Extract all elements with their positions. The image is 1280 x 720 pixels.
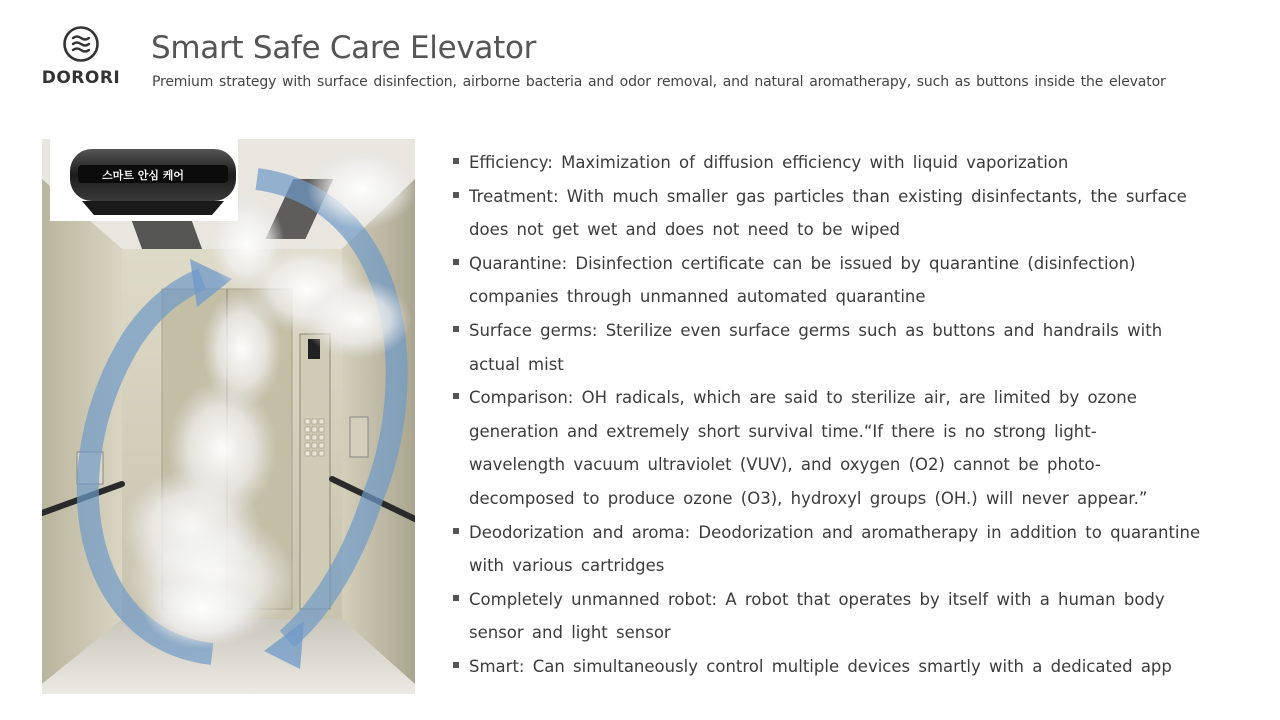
feature-text: Surface germs: Sterilize even surface germs such as buttons and handrails with actual mist [469, 320, 1163, 374]
dorori-logo-icon [61, 24, 101, 64]
feature-item-comparison [450, 381, 1250, 515]
feature-list [450, 146, 1250, 684]
feature-text: Deodorization and aroma: Deodorization and aromatherapy in addition to quarantine with various cartridges [469, 522, 1201, 576]
feature-item-surface-germs [450, 314, 1250, 381]
feature-text: Smart: Can simultaneously control multiple devices smartly with a dedicated app [469, 656, 1172, 676]
feature-item-unmanned-robot [450, 583, 1250, 650]
feature-item-efficiency [450, 146, 1250, 180]
brand-logo [36, 24, 126, 94]
feature-text: Comparison: OH radicals, which are said to sterilize air, are limited by ozone generation and extremely short survival time.“If there is no strong light-wavelength vacuum ultraviolet (VUV), and oxygen (O2) cannot be photo-decomposed to produce ozone (O3), hydroxyl groups (OH.) will never appear.” [469, 388, 1148, 508]
page-subtitle: Premium strategy with surface disinfection, airborne bacteria and odor removal, and natural aromatherapy, such as buttons inside the elevator [152, 74, 1166, 90]
elevator-image [42, 139, 415, 694]
elevator-illustration [42, 139, 415, 694]
feature-item-smart [450, 650, 1250, 684]
page-title: Smart Safe Care Elevator [151, 30, 537, 66]
feature-item-treatment [450, 180, 1250, 247]
device-label: 스마트 안심 케어 [102, 169, 185, 182]
feature-text: Treatment: With much smaller gas particles than existing disinfectants, the surface does not get wet and does not need to be wiped [469, 186, 1187, 240]
feature-item-quarantine [450, 247, 1250, 314]
feature-text: Completely unmanned robot: A robot that operates by itself with a human body sensor and light sensor [469, 589, 1165, 643]
feature-text: Efficiency: Maximization of diffusion efficiency with liquid vaporization [469, 153, 1069, 172]
feature-item-deodorization [450, 516, 1250, 583]
feature-text: Quarantine: Disinfection certificate can be issued by quarantine (disinfection) companies through unmanned automated quarantine [469, 253, 1136, 307]
brand-name: DORORI [41, 68, 121, 88]
